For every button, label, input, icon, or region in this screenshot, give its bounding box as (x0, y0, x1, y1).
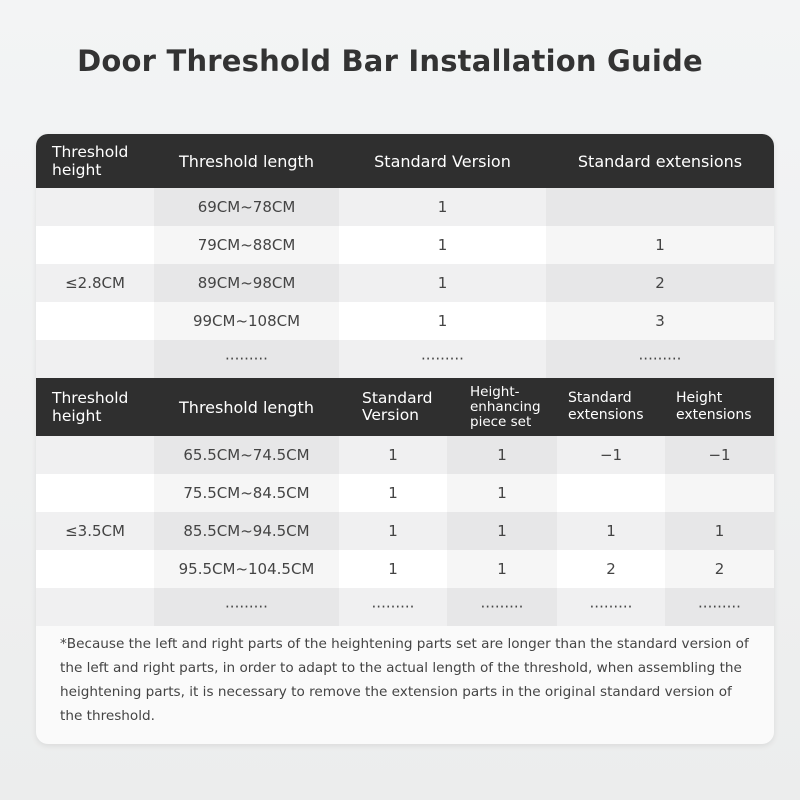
table2-cell: −1 (708, 446, 731, 464)
table1-cell: 1 (437, 312, 448, 330)
table1-cell: ········· (638, 350, 682, 368)
table2-cell: 75.5CM~84.5CM (183, 484, 310, 502)
table1-cell: ········· (421, 350, 464, 368)
table2-header-height-enhancing-piece-set: Height-enhancing piece set (470, 383, 541, 430)
table2-cell: ········· (371, 598, 415, 616)
installation-table-card (36, 134, 774, 744)
table2-cell: 1 (497, 446, 507, 464)
footnote: *Because the left and right parts of the heightening parts set are longer than the standard version of the left and right parts, in order to adapt to the actual length of the threshold, when assembling the heightening parts, it is necessary to remove the extension parts in the original standard version of the threshold. (60, 636, 749, 724)
table2-cell: 1 (388, 560, 398, 578)
table2-header (36, 378, 774, 436)
table2-cell: 1 (497, 484, 507, 502)
table1-cell: ········· (225, 350, 268, 368)
table1-header-standard-extensions: Standard extensions (577, 151, 743, 171)
table2-cell: ········· (225, 598, 268, 616)
table2-cell: 1 (388, 484, 398, 502)
table2-cell: 1 (606, 522, 616, 540)
table2-header-height-extensions: Height extensions (676, 390, 752, 423)
table2-cell: 1 (388, 522, 398, 540)
table2-cell: 65.5CM~74.5CM (183, 446, 310, 464)
table2-cell: 2 (606, 560, 616, 578)
table1-cell: 1 (437, 236, 448, 254)
table1-cell (546, 188, 774, 226)
page-title: Door Threshold Bar Installation Guide (77, 44, 703, 78)
table1-cell: 99CM~108CM (192, 312, 301, 330)
table1-cell: 1 (655, 236, 665, 254)
table1-group-label: ≤2.8CM (65, 274, 125, 292)
table1-header (36, 134, 774, 188)
table1-cell: 2 (655, 274, 665, 292)
table1-cell: 79CM~88CM (197, 236, 296, 254)
table1-cell: 1 (437, 198, 448, 216)
table2-header-standard-version: Standard Version (362, 389, 433, 424)
table1-cell: 1 (437, 274, 448, 292)
table1-header-threshold-height: Threshold height (52, 143, 129, 179)
table2-cell: 1 (497, 522, 507, 540)
table2-cell: 1 (497, 560, 507, 578)
table2-cell (557, 474, 665, 512)
table2-header-standard-extensions: Standard extensions (568, 390, 644, 423)
table1-header-standard-version: Standard Version (374, 151, 511, 171)
table2-cell: −1 (599, 446, 623, 464)
table1-header-threshold-length: Threshold length (179, 151, 314, 171)
table2-cell (665, 474, 774, 512)
table2-cell: ········· (698, 598, 741, 616)
table2-cell: 95.5CM~104.5CM (178, 560, 315, 578)
table2-cell: 2 (714, 560, 725, 578)
table2-cell: ········· (589, 598, 633, 616)
table1-cell: 89CM~98CM (197, 274, 296, 292)
table2-header-threshold-length: Threshold length (179, 397, 314, 417)
table2-cell: ········· (480, 598, 524, 616)
table1-cell: 69CM~78CM (197, 198, 296, 216)
table2-group-label: ≤3.5CM (65, 522, 125, 540)
table1-cell: 3 (655, 312, 665, 330)
table2-cell: 1 (714, 522, 725, 540)
table2-header-threshold-height: Threshold height (52, 389, 129, 425)
table2-cell: 1 (388, 446, 398, 464)
table2-cell: 85.5CM~94.5CM (183, 522, 310, 540)
